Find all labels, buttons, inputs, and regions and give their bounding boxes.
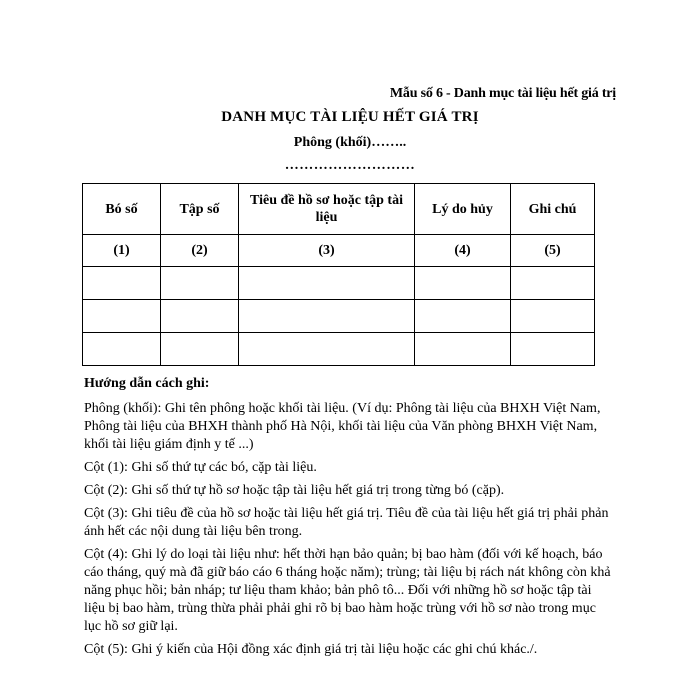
header-bundle-number: Bó số (83, 184, 161, 235)
table-cell[interactable] (415, 300, 511, 333)
document-title: DANH MỤC TÀI LIỆU HẾT GIÁ TRỊ (221, 109, 479, 125)
column-number: (3) (239, 235, 415, 267)
document-subtitle: Phông (khối)…….. (293, 135, 407, 150)
column-number: (2) (161, 235, 239, 267)
table-cell[interactable] (83, 300, 161, 333)
instruction-paragraph: Phông (khối): Ghi tên phông hoặc khối tài liệu. (Ví dụ: Phông tài liệu của BHXH Việt Nam, Phông tài liệu của BHXH thành phố Hà Nội, khối tài liệu của Văn phòng BHXH Việt Nam, khối tài liệu giám định y tế ...) (84, 401, 601, 452)
table-cell[interactable] (511, 300, 595, 333)
table-cell[interactable] (415, 267, 511, 300)
table-row (83, 333, 595, 366)
form-code: Mẫu số 6 - Danh mục tài liệu hết giá trị (389, 86, 616, 101)
column-number-row (83, 235, 595, 267)
instructions (84, 375, 614, 664)
instruction-paragraph: Cột (3): Ghi tiêu đề của hồ sơ hoặc tài liệu hết giá trị. Tiêu đề của tài liệu hết giá trị phải phản ánh hết các nội dung tài liệu bên trong. (84, 506, 609, 539)
header-file-title: Tiêu đề hồ sơ hoặc tập tài liệu (239, 184, 415, 235)
instruction-paragraph: Cột (1): Ghi số thứ tự các bó, cặp tài liệu. (84, 460, 317, 475)
header-file-number: Tập số (161, 184, 239, 235)
column-number: (4) (415, 235, 511, 267)
table-cell[interactable] (239, 300, 415, 333)
table-row (83, 300, 595, 333)
table-cell[interactable] (161, 267, 239, 300)
table-cell[interactable] (83, 267, 161, 300)
instruction-paragraph: Cột (4): Ghi lý do loại tài liệu như: hết thời hạn bảo quản; bị bao hàm (đối với kế hoạch, báo cáo tháng, quý mà đã giữ báo cáo 6 tháng hoặc năm); trùng; tài liệu bị rách nát không còn khả năng phục hồi; bản nháp; tư liệu tham khảo; bản phô tô... Đối với những hồ sơ hoặc tập tài liệu bị bao hàm, trùng thừa phải phải ghi rõ bị bao hàm hoặc trùng với hồ sơ nào trong mục lục hồ sơ giữ lại. (84, 547, 611, 634)
dotted-fill-line: ……………………… (284, 158, 416, 173)
table-cell[interactable] (511, 333, 595, 366)
table-cell[interactable] (511, 267, 595, 300)
table-header-row (83, 184, 595, 235)
table-cell[interactable] (239, 333, 415, 366)
document-list-table (82, 183, 595, 366)
table-cell[interactable] (161, 300, 239, 333)
instruction-paragraph: Cột (5): Ghi ý kiến của Hội đồng xác định giá trị tài liệu hoặc các ghi chú khác./. (84, 642, 538, 657)
instructions-title: Hướng dẫn cách ghi: (84, 376, 210, 391)
instruction-paragraph: Cột (2): Ghi số thứ tự hồ sơ hoặc tập tài liệu hết giá trị trong từng bó (cặp). (84, 483, 505, 498)
column-number: (5) (511, 235, 595, 267)
table-cell[interactable] (415, 333, 511, 366)
table-row (83, 267, 595, 300)
header-notes: Ghi chú (511, 184, 595, 235)
header-destruction-reason: Lý do hủy (415, 184, 511, 235)
column-number: (1) (83, 235, 161, 267)
table-cell[interactable] (161, 333, 239, 366)
table-cell[interactable] (239, 267, 415, 300)
table-cell[interactable] (83, 333, 161, 366)
